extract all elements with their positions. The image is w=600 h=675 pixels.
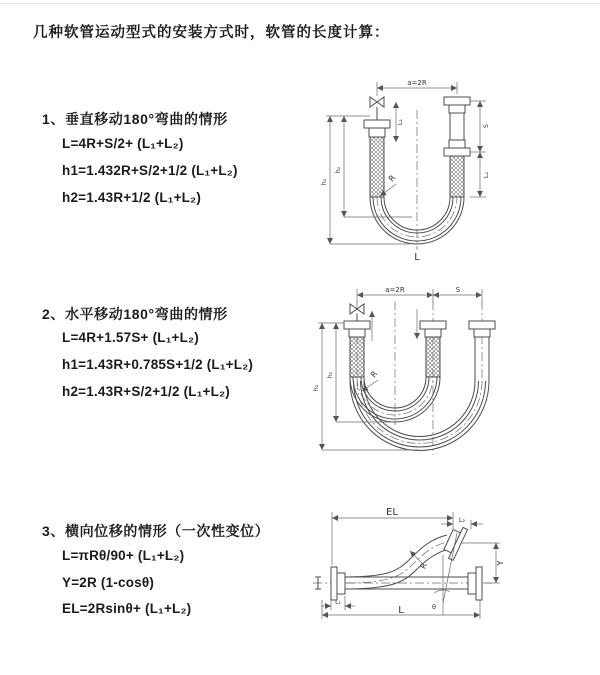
dim-label-L2: L₂ xyxy=(458,516,466,524)
middle-pipe-flange xyxy=(420,321,446,377)
section-3-formula-L: L=πRθ/90+ (L₁+L₂) xyxy=(62,548,185,563)
dim-label-S: S xyxy=(482,123,490,129)
movement-arrows xyxy=(372,309,417,341)
section-1-formula-h1: h1=1.432R+S/2+1/2 (L₁+L₂) xyxy=(62,163,238,178)
braided-hose-section xyxy=(426,337,440,377)
valve-icon xyxy=(370,97,384,120)
dim-label-h1: h₁ xyxy=(312,384,320,392)
hose-s-curve xyxy=(345,535,452,589)
section-1-heading: 1、垂直移动180°弯曲的情形 xyxy=(42,111,228,127)
dim-label-Y: Y xyxy=(496,560,505,566)
section-2-heading: 2、水平移动180°弯曲的情形 xyxy=(42,306,228,322)
dim-label-h2: h₂ xyxy=(326,371,334,379)
braided-hose-section xyxy=(350,337,364,377)
diagram-horizontal-180-bend xyxy=(310,283,600,468)
dimension-L1 xyxy=(321,596,355,610)
braided-hose-section xyxy=(370,137,384,197)
section-3-formula-EL: EL=2Rsinθ+ (L₁+L₂) xyxy=(62,601,192,616)
dim-label-h1: h₁ xyxy=(320,178,328,186)
dimension-a2r xyxy=(377,79,457,96)
section-3-formula-Y: Y=2R (1-cosθ) xyxy=(62,575,155,590)
dimension-a2r xyxy=(357,286,482,303)
dim-label-L1: L₁ xyxy=(396,118,404,126)
dim-label-EL: EL xyxy=(386,507,398,518)
left-pipe-flange xyxy=(364,120,390,197)
right-ghost-flange xyxy=(468,567,482,600)
diagram-vertical-180-bend xyxy=(312,72,597,267)
dim-label-L: L xyxy=(414,252,420,263)
dim-label-L: L xyxy=(398,605,404,616)
dim-label-L2: L₂ xyxy=(482,171,490,179)
dimension-L xyxy=(322,600,480,619)
section-3-heading: 3、横向位移的情形（一次性变位） xyxy=(42,523,270,539)
section-1-formula-L: L=4R+S/2+ (L₁+L₂) xyxy=(62,136,184,151)
braided-hose-section xyxy=(450,156,464,197)
dimension-EL xyxy=(332,507,453,565)
page-top-rule xyxy=(0,3,600,4)
section-2-formula-h1: h1=1.43R+0.785S+1/2 (L₁+L₂) xyxy=(62,357,254,372)
right-pipe-flange xyxy=(444,97,470,197)
dim-label-R: R xyxy=(418,561,429,571)
left-pipe-flange xyxy=(344,321,370,377)
dimension-L2 xyxy=(470,152,490,197)
section-1-formula-h2: h2=1.43R+1/2 (L₁+L₂) xyxy=(62,190,202,205)
left-flange xyxy=(331,567,345,600)
dim-label-R: R xyxy=(386,173,398,184)
dimension-L1 xyxy=(396,102,404,142)
dim-label-a2r: a=2R xyxy=(385,286,405,294)
angle-label-theta: θ xyxy=(432,603,436,611)
tilted-top-flange xyxy=(441,524,467,560)
section-2-formula-h2: h2=1.43R+S/2+1/2 (L₁+L₂) xyxy=(62,384,230,399)
dim-label-R: R xyxy=(368,369,380,380)
dim-label-S: S xyxy=(455,286,461,294)
hose-u-bend-position-2 xyxy=(350,381,489,451)
dim-label-a2r: a=2R xyxy=(407,79,427,87)
dim-label-L1: L₁ xyxy=(335,599,341,606)
diagram-lateral-displacement xyxy=(300,503,600,643)
dim-label-h2: h₂ xyxy=(334,166,342,174)
page-title: 几种软管运动型式的安装方式时，软管的长度计算： xyxy=(33,25,390,41)
dimension-S xyxy=(470,101,490,152)
section-2-formula-L: L=4R+1.57S+ (L₁+L₂) xyxy=(62,330,199,345)
